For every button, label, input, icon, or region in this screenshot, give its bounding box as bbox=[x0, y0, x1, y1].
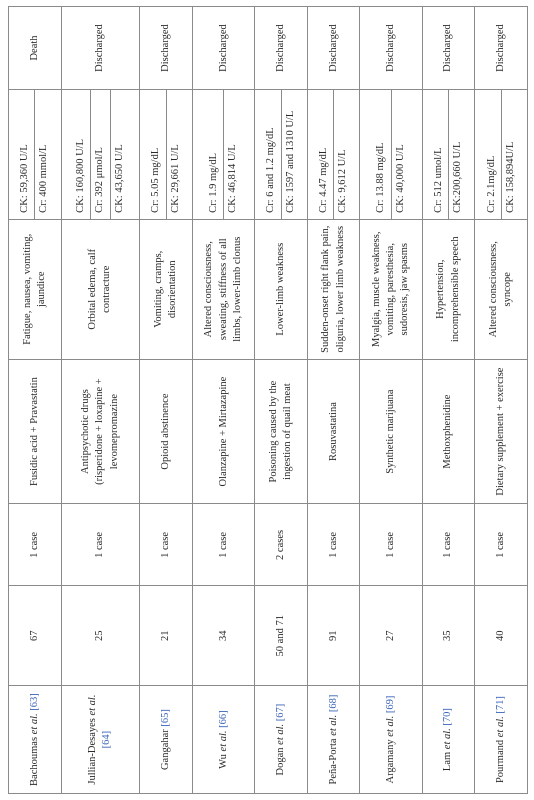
table-row bbox=[360, 7, 422, 794]
symptoms-cell: Orbital edema, calf contracture bbox=[61, 219, 140, 359]
case-reports-table bbox=[8, 6, 528, 794]
author-name: Wu bbox=[217, 754, 229, 769]
cases-cell: 1 case bbox=[192, 504, 254, 586]
lab-values-cell bbox=[9, 90, 62, 220]
symptoms-cell: Hypertension, incomprehensible speech bbox=[422, 219, 475, 359]
lab-value: CK: 1597 and 1310 U/L bbox=[281, 90, 300, 219]
cause-cell: Fusidic acid + Pravastatin bbox=[9, 359, 62, 504]
outcome-cell: Death bbox=[9, 7, 62, 90]
outcome-cell: Discharged bbox=[307, 7, 360, 90]
symptoms-cell: Sudden-onset right flank pain, oliguria, lower limb weakness bbox=[307, 219, 360, 359]
reference-link[interactable]: [68] bbox=[327, 694, 339, 713]
author-cell bbox=[61, 686, 140, 794]
table-row bbox=[9, 7, 62, 794]
author-name: Jullian-Desayes bbox=[87, 718, 99, 785]
reference-link[interactable]: [69] bbox=[385, 695, 397, 714]
reference-link[interactable]: [66] bbox=[217, 710, 229, 728]
table-row bbox=[140, 7, 193, 794]
lab-values-cell bbox=[255, 90, 308, 220]
lab-value: CK: 160,800 U/L bbox=[75, 139, 87, 213]
age-cell: 21 bbox=[140, 586, 193, 686]
et-al: et al. bbox=[217, 730, 229, 752]
author-cell bbox=[422, 686, 475, 794]
table-row bbox=[255, 7, 308, 794]
lab-value: Cr: 4.47 mg/dL bbox=[317, 147, 329, 213]
lab-values-cell bbox=[360, 90, 422, 220]
author-cell bbox=[192, 686, 254, 794]
et-al: et al. bbox=[385, 715, 397, 737]
lab-value: CK: 59,360 U/L bbox=[19, 144, 31, 213]
table-row bbox=[475, 7, 528, 794]
lab-values-cell bbox=[140, 90, 193, 220]
author-cell bbox=[307, 686, 360, 794]
cases-cell: 1 case bbox=[307, 504, 360, 586]
age-cell: 40 bbox=[475, 586, 528, 686]
outcome-cell: Discharged bbox=[360, 7, 422, 90]
table-body bbox=[9, 7, 528, 794]
author-cell bbox=[140, 686, 193, 794]
age-cell: 25 bbox=[61, 586, 140, 686]
author-name: Pourmand bbox=[495, 739, 507, 784]
age-cell: 67 bbox=[9, 586, 62, 686]
symptoms-cell: Lower-limb weakness bbox=[255, 219, 308, 359]
lab-value: Cr: 2.1mg/dL bbox=[485, 155, 497, 213]
lab-value: CK: 40,000 U/L bbox=[391, 90, 410, 219]
author-cell bbox=[475, 686, 528, 794]
reference-link[interactable]: [65] bbox=[160, 709, 172, 727]
cases-cell: 1 case bbox=[422, 504, 475, 586]
cause-cell: Synthetic marijuana bbox=[360, 359, 422, 504]
author-name: Dogan bbox=[275, 747, 286, 776]
table-row bbox=[422, 7, 475, 794]
age-cell: 91 bbox=[307, 586, 360, 686]
author-cell bbox=[360, 686, 422, 794]
age-cell: 34 bbox=[192, 586, 254, 686]
reference-link[interactable]: [71] bbox=[495, 696, 507, 714]
cause-cell: Poisoning caused by the ingestion of quail meat bbox=[255, 359, 308, 504]
outcome-cell: Discharged bbox=[475, 7, 528, 90]
lab-value: Cr: 5.05 mg/dL bbox=[150, 147, 162, 213]
cases-cell: 1 case bbox=[475, 504, 528, 586]
symptoms-cell: Fatigue, nausea, vomiting, jaundice bbox=[9, 219, 62, 359]
cause-cell: Opioid abstinence bbox=[140, 359, 193, 504]
outcome-cell: Discharged bbox=[255, 7, 308, 90]
lab-value: CK: 158,894U/L bbox=[501, 90, 520, 219]
reference-link[interactable]: [64] bbox=[101, 730, 113, 749]
author-name: Argamany bbox=[385, 739, 397, 784]
lab-values-cell bbox=[61, 90, 140, 220]
outcome-cell: Discharged bbox=[61, 7, 140, 90]
table-row bbox=[61, 7, 140, 794]
et-al: et al. bbox=[28, 713, 40, 735]
table-row bbox=[307, 7, 360, 794]
outcome-cell: Discharged bbox=[422, 7, 475, 90]
author-name: Bachoumas bbox=[28, 736, 40, 786]
lab-value: Cr: 400 mmol/L bbox=[34, 90, 53, 219]
lab-value: CK: 46,814 U/L bbox=[223, 90, 242, 219]
age-cell: 35 bbox=[422, 586, 475, 686]
author-name: Lam bbox=[442, 751, 454, 772]
lab-value: CK:200,660 U/L bbox=[448, 90, 467, 219]
symptoms-cell: Myalgia, muscle weakness, vomiting, paresthesia, sudoresis, jaw spasms bbox=[360, 219, 422, 359]
et-al: et al. bbox=[87, 694, 99, 716]
cases-cell: 1 case bbox=[360, 504, 422, 586]
lab-values-cell bbox=[422, 90, 475, 220]
lab-value: Cr: 6 and 1.2 mg/dL bbox=[265, 127, 277, 213]
age-cell: 50 and 71 bbox=[255, 586, 308, 686]
outcome-cell: Discharged bbox=[192, 7, 254, 90]
et-al: et al. bbox=[442, 728, 454, 750]
author-name: Gangahar bbox=[160, 729, 172, 771]
outcome-cell: Discharged bbox=[140, 7, 193, 90]
et-al: et al. bbox=[327, 714, 339, 736]
age-cell: 27 bbox=[360, 586, 422, 686]
reference-link[interactable]: [70] bbox=[442, 708, 454, 726]
lab-value: CK: 43,650 U/L bbox=[110, 90, 129, 219]
cause-cell: Methoxphenidine bbox=[422, 359, 475, 504]
lab-values-cell bbox=[475, 90, 528, 220]
lab-value: CK: 9,612 U/L bbox=[333, 90, 352, 219]
cause-cell: Dietary supplement + exercise bbox=[475, 359, 528, 504]
author-name: Peña-Porta bbox=[327, 738, 339, 785]
lab-values-cell bbox=[192, 90, 254, 220]
reference-link[interactable]: [67] bbox=[275, 703, 286, 722]
symptoms-cell: Vomiting, cramps, disorientation bbox=[140, 219, 193, 359]
symptoms-cell: Altered consciousness, syncope bbox=[475, 219, 528, 359]
cause-cell: Rosuvastatina bbox=[307, 359, 360, 504]
table-row bbox=[192, 7, 254, 794]
lab-values-cell bbox=[307, 90, 360, 220]
symptoms-cell: Altered consciousness, sweating, stiffness of all limbs, lower-limb clonus bbox=[192, 219, 254, 359]
lab-value: Cr: 1.9 mg/dL bbox=[207, 153, 219, 213]
lab-value: CK: 29,661 U/L bbox=[166, 90, 185, 219]
lab-value: Cr: 392 μmol/L bbox=[90, 90, 109, 219]
cases-cell: 1 case bbox=[140, 504, 193, 586]
et-al: et al. bbox=[275, 723, 286, 745]
author-cell bbox=[9, 686, 62, 794]
cause-cell: Antipsychotic drugs (risperidone + loxapine + levomepromazine bbox=[61, 359, 140, 504]
cases-cell: 2 cases bbox=[255, 504, 308, 586]
cases-cell: 1 case bbox=[61, 504, 140, 586]
et-al: et al. bbox=[495, 716, 507, 738]
cases-cell: 1 case bbox=[9, 504, 62, 586]
author-cell bbox=[255, 686, 308, 794]
lab-value: Cr: 13.88 mg/dL bbox=[375, 142, 387, 213]
reference-link[interactable]: [63] bbox=[28, 693, 40, 711]
lab-value: Cr: 512 umol/L bbox=[432, 147, 444, 213]
cause-cell: Olanzapine + Mirtazapine bbox=[192, 359, 254, 504]
